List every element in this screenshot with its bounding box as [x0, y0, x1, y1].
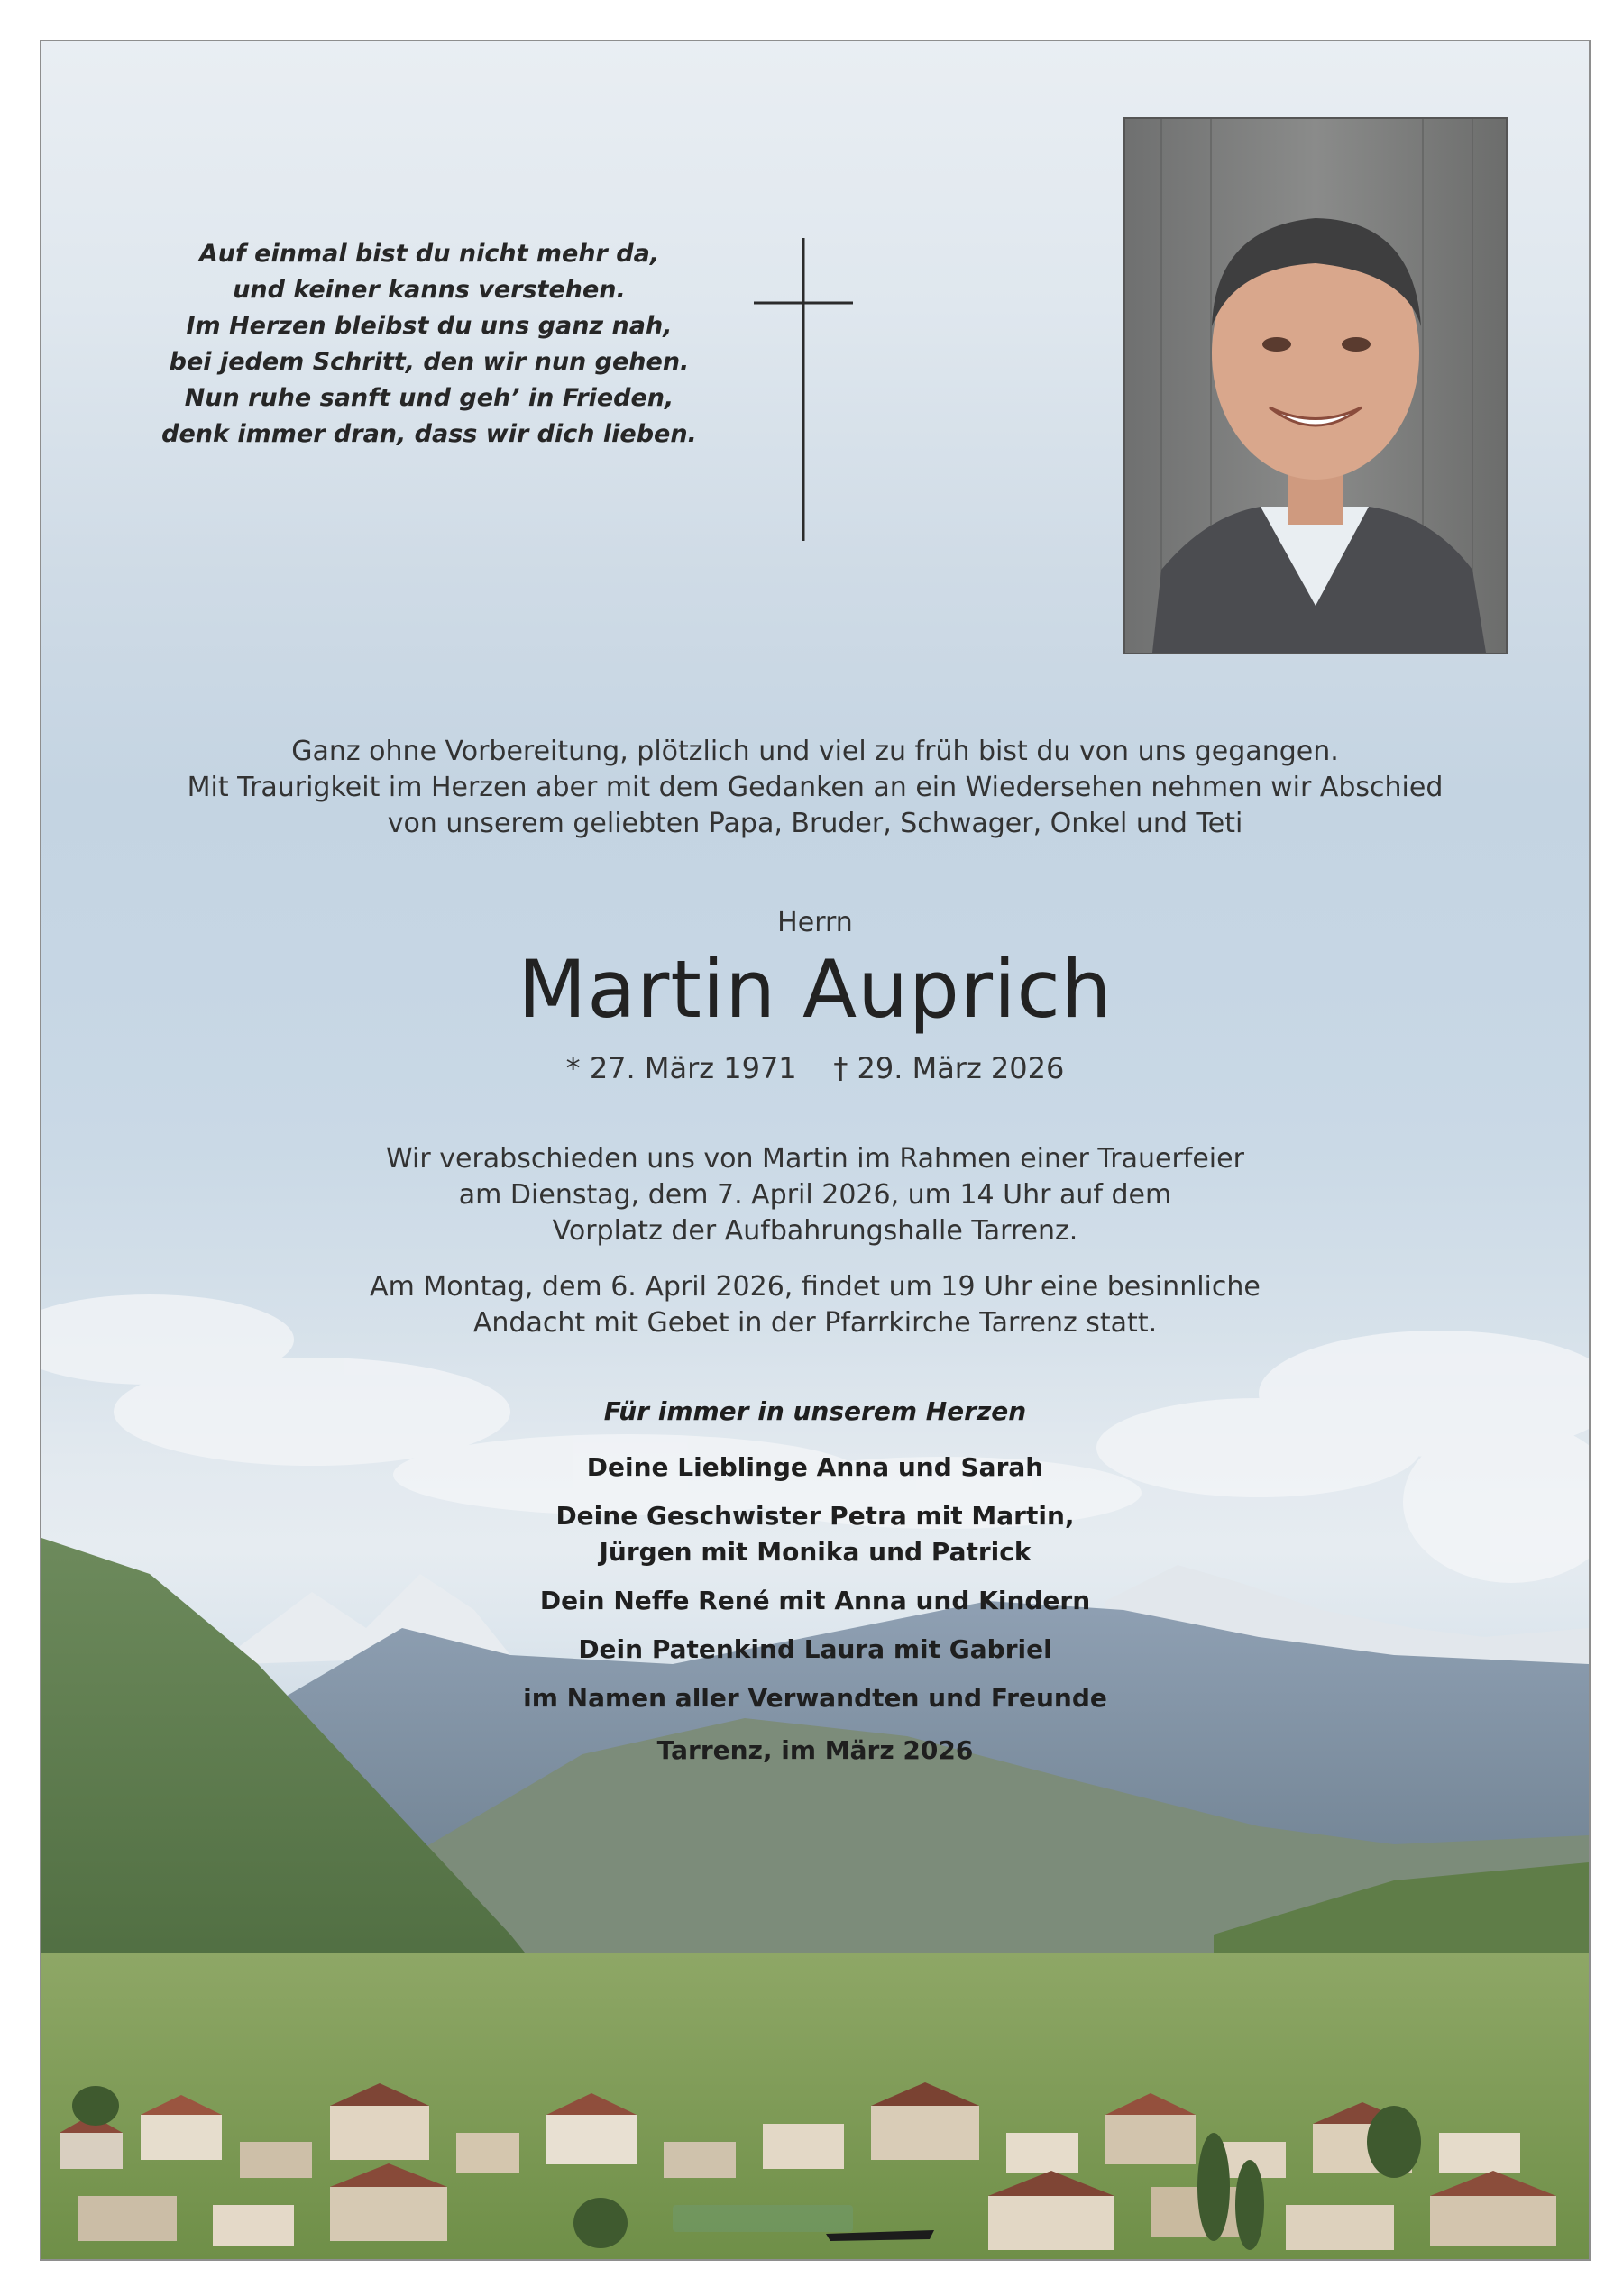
- cross-icon: [754, 238, 853, 541]
- poem-line: denk immer dran, dass wir dich lieben.: [161, 420, 697, 448]
- intro-line: Mit Traurigkeit im Herzen aber mit dem Gedanken an ein Wiedersehen nehmen wir Abschied: [187, 772, 1444, 803]
- mourner-group: [41, 1680, 1589, 1716]
- prayer-notice: [41, 1269, 1589, 1341]
- birth-star-icon: *: [565, 1051, 581, 1085]
- mourner-group: [41, 1632, 1589, 1668]
- portrait-illustration: [1125, 119, 1506, 653]
- mourner-group: [41, 1583, 1589, 1619]
- poem-line: Nun ruhe sanft und geh’ in Frieden,: [184, 384, 674, 412]
- funeral-line: Vorplatz der Aufbahrungshalle Tarrenz.: [552, 1215, 1078, 1247]
- funeral-line: Wir verabschieden uns von Martin im Rahmen einer Trauerfeier: [386, 1143, 1244, 1175]
- mourner-line: Deine Lieblinge Anna und Sarah: [586, 1452, 1044, 1482]
- mourner-line: im Namen aller Verwandten und Freunde: [523, 1683, 1107, 1713]
- portrait-photo: [1123, 117, 1508, 654]
- poem-line: und keiner kanns verstehen.: [233, 276, 626, 304]
- poem-line: Im Herzen bleibst du uns ganz nah,: [186, 312, 673, 340]
- salutation: Herrn: [777, 907, 853, 938]
- poem-line: bei jedem Schritt, den wir nun gehen.: [169, 348, 690, 376]
- death-date: 29. März 2026: [857, 1051, 1065, 1085]
- poem: [78, 236, 781, 453]
- obituary-card: [40, 40, 1591, 2261]
- prayer-line: Andacht mit Gebet in der Pfarrkirche Tarrenz statt.: [472, 1307, 1158, 1339]
- intro-line: Ganz ohne Vorbereitung, plötzlich und viel zu früh bist du von uns gegangen.: [291, 736, 1339, 767]
- funeral-notice: [41, 1141, 1589, 1249]
- death-cross-icon: †: [833, 1051, 848, 1085]
- funeral-line: am Dienstag, dem 7. April 2026, um 14 Uhr auf dem: [458, 1179, 1172, 1211]
- motto: Für immer in unserem Herzen: [603, 1396, 1027, 1426]
- prayer-line: Am Montag, dem 6. April 2026, findet um 19 Uhr eine besinnliche: [370, 1271, 1261, 1303]
- place-date: Tarrenz, im März 2026: [656, 1735, 974, 1765]
- deceased-name: Martin Auprich: [518, 943, 1113, 1036]
- intro-text: [41, 734, 1589, 842]
- mourner-line: Jürgen mit Monika und Patrick: [599, 1537, 1032, 1567]
- poem-line: Auf einmal bist du nicht mehr da,: [198, 240, 660, 268]
- mourner-line: Dein Neffe René mit Anna und Kindern: [539, 1586, 1091, 1615]
- birth-date: 27. März 1971: [589, 1051, 797, 1085]
- mourners-list: [41, 1394, 1589, 1769]
- funeral-home-logo: [673, 2196, 943, 2250]
- mourner-line: Deine Geschwister Petra mit Martin,: [555, 1501, 1075, 1531]
- intro-line: von unserem geliebten Papa, Bruder, Schwager, Onkel und Teti: [387, 808, 1243, 839]
- life-dates: [41, 1051, 1589, 1085]
- mourner-group: [41, 1498, 1589, 1570]
- mourner-group: [41, 1450, 1589, 1486]
- mourner-line: Dein Patenkind Laura mit Gabriel: [578, 1634, 1052, 1664]
